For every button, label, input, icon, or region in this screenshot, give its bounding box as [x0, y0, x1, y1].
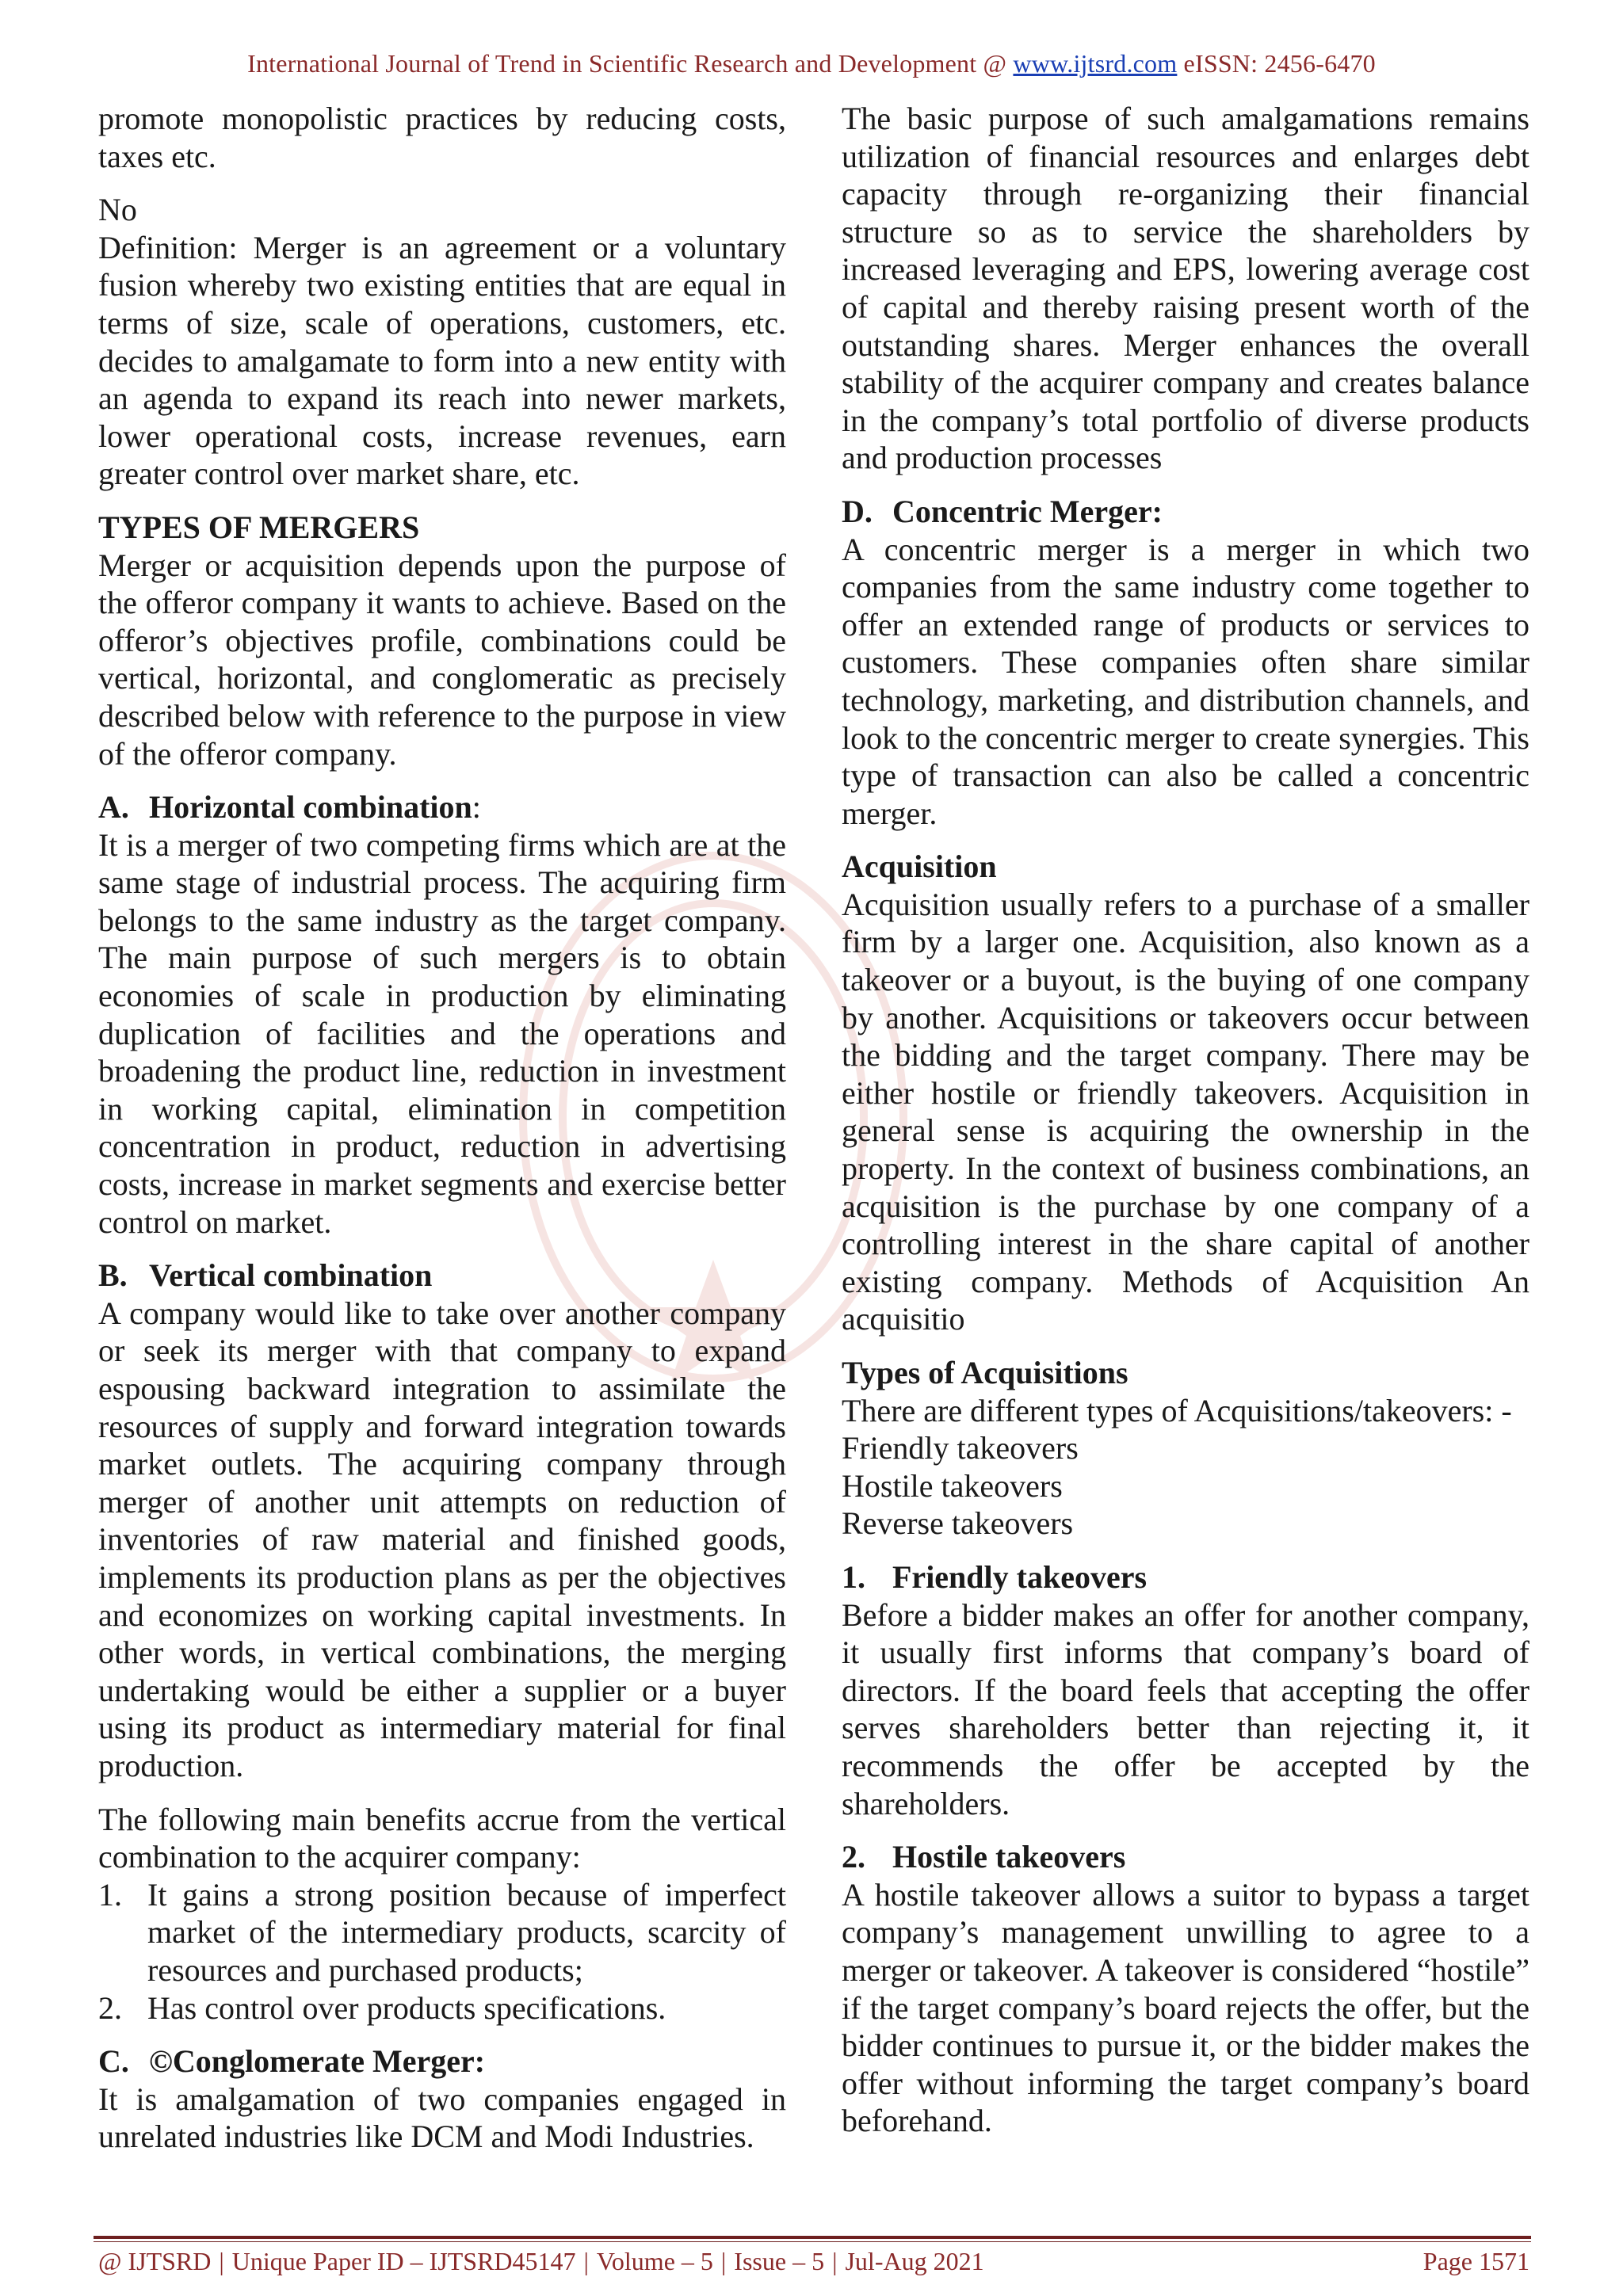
- section-label: C.: [98, 2043, 129, 2080]
- footer-separator: |: [720, 2247, 727, 2275]
- list-item: Friendly takeovers: [842, 1430, 1079, 1466]
- section-title: ©Conglomerate Merger:: [149, 2043, 486, 2080]
- left-column: [98, 100, 786, 2172]
- section-label: 2.: [842, 1839, 865, 1875]
- concentric-merger-paragraph: A concentric merger is a merger in which two companies from the same industry come together to offer an extended range of products or services to customers. These companies often share similar technology, marketing, and distribution channels, and look to the concentric merger to create synergies. This type of transaction can also be called a concentric merger.: [842, 531, 1529, 831]
- header-website-link[interactable]: www.ijtsrd.com: [1013, 49, 1178, 78]
- vertical-combination-paragraph: A company would like to take over another company or seek its merger with that company to expand espousing backward integration to assimilate the resources of supply and forward integration towards market outlets. The acquiring company through merger of another unit attempts on reduction of inventories of raw material and finished goods, implements its production plans as per the objectives and economizes on working capital investments. In other words, in vertical combinations, the merging undertaking would be either a supplier or a buyer using its product as intermediary material for final production.: [98, 1295, 786, 1783]
- footer-separator: |: [832, 2247, 838, 2275]
- list-item: There are different types of Acquisitions/takeovers: -: [842, 1392, 1512, 1428]
- basic-purpose-paragraph: The basic purpose of such amalgamations remains utilization of financial resources and enlarges debt capacity through re-organizing their financial structure so as to service the shareholders by increased leveraging and EPS, lowering average cost of capital and thereby raising present worth of the outstanding shares. Merger enhances the overall stability of the acquirer company and creates balance in the company’s total portfolio of diverse products and production processes: [842, 101, 1529, 476]
- horizontal-combination-heading: [98, 788, 786, 826]
- conglomerate-merger-paragraph: It is amalgamation of two companies engaged in unrelated industries like DCM and Modi Industries.: [98, 2081, 786, 2155]
- section-label: B.: [98, 1257, 128, 1294]
- hostile-takeovers-paragraph: A hostile takeover allows a suitor to bypass a target company’s management unwilling to agree to a merger or takeover. A takeover is considered “hostile” if the target company’s board rejects the offer, but the bidder continues to pursue it, or the bidder makes the offer without informing the target company’s board beforehand.: [842, 1876, 1529, 2139]
- definition-paragraph: Definition: Merger is an agreement or a voluntary fusion whereby two existing entities that are equal in terms of size, scale of operations, customers, etc. decides to amalgamate to form into a new entity with an agenda to expand its reach into newer markets, lower operational costs, increase revenues, earn greater control over market share, etc.: [98, 229, 786, 492]
- list-item: Reverse takeovers: [842, 1505, 1074, 1542]
- list-item: [98, 1876, 786, 1989]
- footer-volume: Volume – 5: [596, 2247, 713, 2275]
- conglomerate-merger-heading: [98, 2042, 786, 2081]
- footer-paper-id: Unique Paper ID – IJTSRD45147: [231, 2247, 576, 2275]
- types-of-mergers-heading: TYPES OF MERGERS: [98, 509, 420, 545]
- list-item-number: 2.: [98, 1989, 122, 2026]
- footer-metadata: [98, 2247, 984, 2276]
- types-of-mergers-paragraph: Merger or acquisition depends upon the purpose of the offeror company it wants to achieve. Based on the offeror’s objectives profile, combinations could be vertical, horizontal, and conglomeratic as precisely described below with reference to the purpose in view of the offeror company.: [98, 547, 786, 772]
- friendly-takeovers-heading: [842, 1558, 1529, 1596]
- acquisition-paragraph: Acquisition usually refers to a purchase of a smaller firm by a larger one. Acquisition, also known as a takeover or a buyout, is the buying of one company by another. Acquisitions or takeovers occur between the bidding and the target company. There may be either hostile or friendly takeovers. Acquisition in general sense is acquiring the ownership in the property. In the context of business combinations, an acquisition is the purchase by one company of a controlling interest in the share capital of another existing company. Methods of Acquisition An acquisitio: [842, 886, 1529, 1337]
- footer-rule-thin: [94, 2241, 1531, 2242]
- types-of-acquisitions-heading: Types of Acquisitions: [842, 1355, 1128, 1390]
- no-line: No: [98, 192, 137, 228]
- section-title: Vertical combination: [149, 1257, 433, 1294]
- section-title: Friendly takeovers: [892, 1558, 1148, 1595]
- footer-separator: |: [583, 2247, 589, 2275]
- running-header: [0, 49, 1623, 78]
- section-title: Hostile takeovers: [892, 1839, 1126, 1875]
- running-footer: [98, 2247, 1529, 2276]
- header-journal-name: International Journal of Trend in Scientific Research and Development @: [247, 49, 1014, 78]
- list-item-number: 1.: [98, 1876, 122, 1913]
- list-item: Hostile takeovers: [842, 1467, 1063, 1504]
- footer-date: Jul-Aug 2021: [845, 2247, 984, 2275]
- right-column: [842, 100, 1529, 2156]
- intro-paragraph: promote monopolistic practices by reducing costs, taxes etc.: [98, 101, 786, 174]
- acquisition-heading: Acquisition: [842, 849, 997, 885]
- concentric-merger-heading: [842, 493, 1529, 531]
- footer-journal: @ IJTSRD: [98, 2247, 212, 2275]
- section-title-colon: :: [472, 789, 481, 826]
- section-label: 1.: [842, 1558, 865, 1595]
- section-label: A.: [98, 789, 129, 826]
- header-issn: eISSN: 2456-6470: [1177, 49, 1376, 78]
- footer-issue: Issue – 5: [734, 2247, 825, 2275]
- footer-separator: |: [219, 2247, 224, 2275]
- vertical-combination-heading: [98, 1257, 786, 1295]
- list-item-text: Has control over products specifications.: [147, 1989, 666, 2026]
- section-title: Concentric Merger:: [892, 493, 1163, 529]
- list-item-text: It gains a strong position because of imperfect market of the intermediary products, scarcity of resources and purchased products;: [147, 1876, 786, 1988]
- list-item: [98, 1989, 786, 2027]
- page-number: Page 1571: [1423, 2247, 1529, 2275]
- benefits-list: [98, 1876, 786, 2027]
- hostile-takeovers-heading: [842, 1838, 1529, 1876]
- friendly-takeovers-paragraph: Before a bidder makes an offer for another company, it usually first informs that company’s board of directors. If the board feels that accepting the offer serves shareholders better than rejecting it, it recommends the offer be accepted by the shareholders.: [842, 1596, 1529, 1821]
- benefits-intro-paragraph: The following main benefits accrue from the vertical combination to the acquirer company:: [98, 1801, 786, 1875]
- section-label: D.: [842, 493, 873, 529]
- footer-rule: [94, 2236, 1531, 2239]
- acquisition-types-list: [842, 1392, 1529, 1543]
- section-title: Horizontal combination: [149, 789, 472, 826]
- horizontal-combination-paragraph: It is a merger of two competing firms which are at the same stage of industrial process. The acquiring firm belongs to the same industry as the target company. The main purpose of such mergers is to obtain economies of scale in production by eliminating duplication of facilities and the operations and broadening the product line, reduction in investment in working capital, elimination in competition concentration in product, reduction in advertising costs, increase in market segments and exercise better control on market.: [98, 826, 786, 1240]
